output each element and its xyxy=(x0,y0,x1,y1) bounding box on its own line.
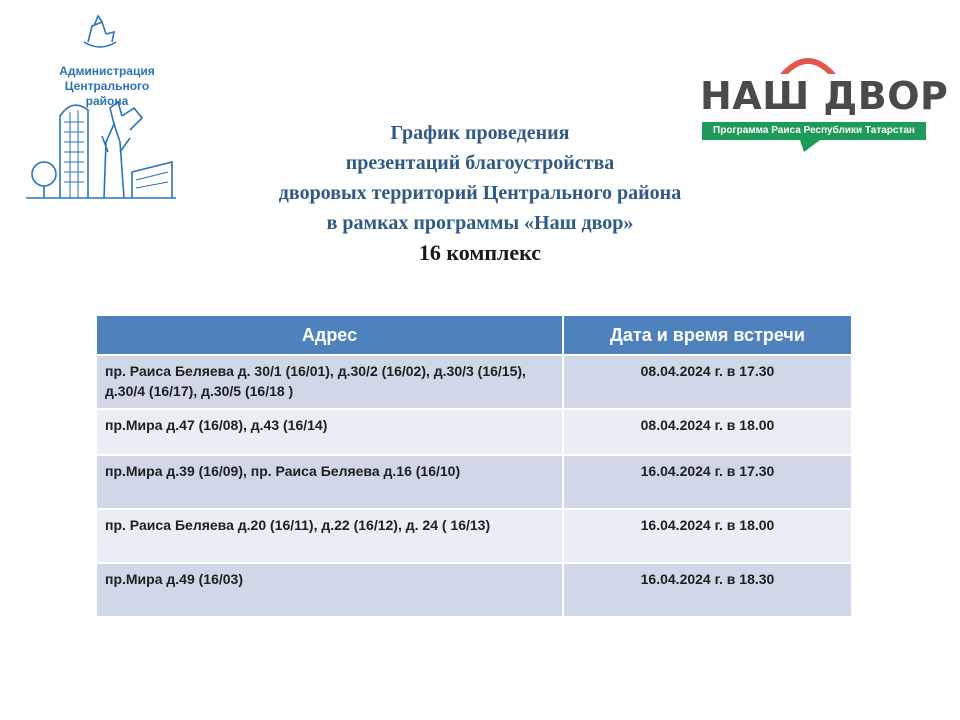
heading-line-4: в рамках программы «Наш двор» xyxy=(326,212,634,234)
datetime-cell: 16.04.2024 г. в 18.30 xyxy=(563,563,852,617)
column-header-address: Адрес xyxy=(96,315,563,355)
datetime-cell: 08.04.2024 г. в 17.30 xyxy=(563,355,852,409)
table-row xyxy=(96,455,852,509)
administration-logo xyxy=(22,12,182,207)
address-cell: пр.Мира д.47 (16/08), д.43 (16/14) xyxy=(96,409,563,455)
schedule-table xyxy=(95,314,853,618)
address-cell: пр.Мира д.39 (16/09), пр. Раиса Беляева д.16 (16/10) xyxy=(96,455,563,509)
heading-line-3: дворовых территорий Центрального района xyxy=(278,182,682,204)
datetime-cell: 08.04.2024 г. в 18.00 xyxy=(563,409,852,455)
administration-caption xyxy=(42,64,172,109)
nash-dvor-ribbon: Программа Раиса Республики Татарстан xyxy=(702,122,926,140)
address-cell: пр. Раиса Беляева д.20 (16/11), д.22 (16/12), д. 24 ( 16/13) xyxy=(96,509,563,563)
address-cell: пр.Мира д.49 (16/03) xyxy=(96,563,563,617)
page-heading xyxy=(180,118,780,268)
table-row xyxy=(96,355,852,409)
heading-subtitle: 16 комплекс xyxy=(418,240,542,265)
table-row xyxy=(96,409,852,455)
column-header-datetime: Дата и время встречи xyxy=(563,315,852,355)
administration-caption-line2: Центрального района xyxy=(64,79,150,108)
datetime-cell: 16.04.2024 г. в 18.00 xyxy=(563,509,852,563)
city-skyline-icon xyxy=(22,12,182,207)
table-row xyxy=(96,509,852,563)
address-cell: пр. Раиса Беляева д. 30/1 (16/01), д.30/2 (16/02), д.30/3 (16/15), д.30/4 (16/17), д.30/5 (16/18 ) xyxy=(96,355,563,409)
datetime-cell: 16.04.2024 г. в 17.30 xyxy=(563,455,852,509)
arc-icon xyxy=(776,50,840,76)
nash-dvor-title: НАШ ДВОР xyxy=(700,74,949,118)
ribbon-tail-icon xyxy=(800,140,820,152)
administration-caption-line1: Администрация xyxy=(59,64,155,78)
table-header-row xyxy=(96,315,852,355)
heading-line-2: презентаций благоустройства xyxy=(345,152,615,174)
table-row xyxy=(96,563,852,617)
heading-line-1: График проведения xyxy=(390,122,570,144)
